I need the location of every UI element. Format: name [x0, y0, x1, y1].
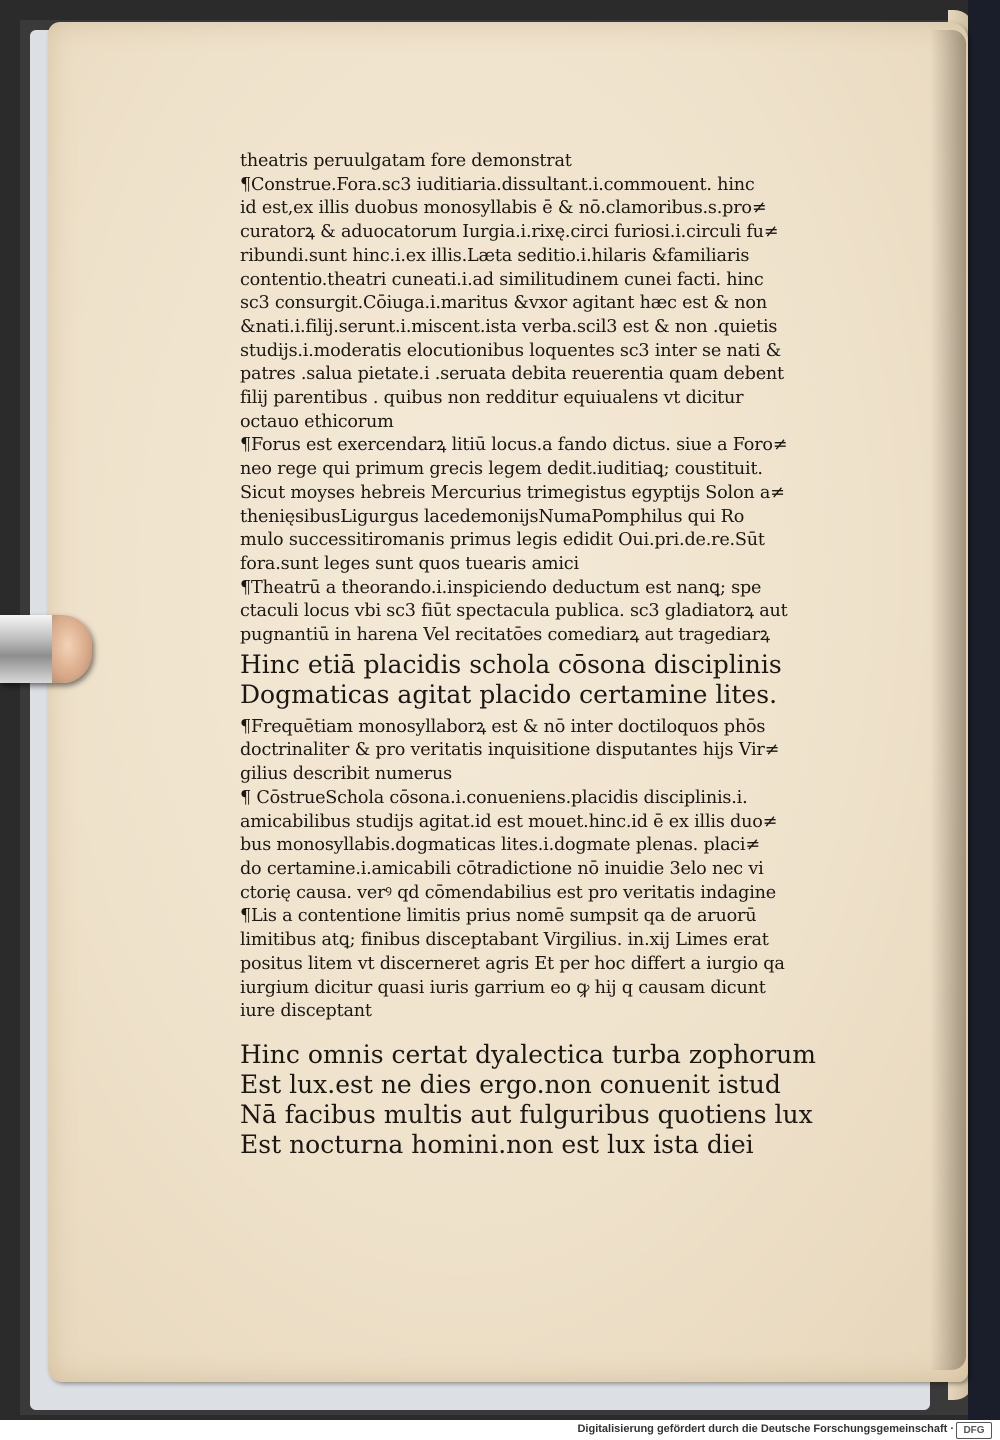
text-line: &nati.i.filij.serunt.i.miscent.ista verba.scil3 est & non .quietis: [240, 316, 778, 337]
text-line: do certamine.i.amicabili cōtradictione nō inuidie 3elo nec vi: [240, 858, 764, 879]
text-line: ctaculi locus vbi sc3 fiūt spectacula publica. sc3 gladiatorꝝ aut: [240, 601, 788, 622]
text-line: bus monosyllabis.dogmaticas lites.i.dogmate plenas. placi≠: [240, 835, 760, 856]
text-line: mulo successitiromanis primus legis edidit Oui.pri.de.re.Sūt: [240, 530, 765, 551]
text-line: ¶Theatrū a theorando.i.inspiciendo deductum est nanꝗ; spe: [240, 577, 762, 598]
commentary-block-1: [240, 150, 850, 648]
text-line: limitibus atꝗ; finibus disceptabant Virgilius. in.xij Limes erat: [240, 930, 769, 951]
verse-line: Hinc omnis certat dyalectica turba zophorum: [240, 1039, 816, 1069]
text-line: pugnantiū in harena Vel recitatōes comediarꝝ aut tragediarꝝ: [240, 625, 770, 646]
commentary-block-2: [240, 716, 850, 1024]
page-text: [240, 150, 850, 1160]
text-line: amicabilibus studijs agitat.id est mouet.hinc.id ē ex illis duo≠: [240, 811, 778, 832]
text-line: thenięsibusLigurgus lacedemonijsNumaPomphilus qui Ro: [240, 506, 745, 527]
text-line: contentio.theatri cuneati.i.ad similitudinem cunei facti. hinc: [240, 269, 764, 290]
text-line: ribundi.sunt hinc.i.ex illis.Læta seditio.i.hilaris &familiaris: [240, 245, 750, 266]
text-line: theatris peruulgatam fore demonstrat: [240, 151, 572, 171]
binding-strip: [968, 0, 1000, 1420]
dfg-logo-icon: DFG: [956, 1422, 992, 1439]
text-line: ¶Construe.Fora.sc3 iuditiaria.dissultant.i.commouent. hinc: [240, 174, 755, 195]
text-line: ¶Forus est exercendarꝝ litiū locus.a fando dictus. siue a Foro≠: [240, 435, 788, 456]
verse-line: Est nocturna homini.non est lux ista diei: [240, 1129, 754, 1159]
text-line: doctrinaliter & pro veritatis inquisitione disputantes hijs Vir≠: [240, 740, 780, 761]
funding-credit: Digitalisierung gefördert durch die Deutsche Forschungsgemeinschaft ·: [577, 1423, 954, 1435]
text-line: curatorꝝ & aduocatorum Iurgia.i.rixę.circi furiosi.i.circuli fu≠: [240, 222, 779, 243]
text-line: id est,ex illis duobus monosyllabis ē & nō.clamoribus.s.pro≠: [240, 198, 767, 219]
footer-bar: [0, 1420, 1000, 1440]
verse-block-1: [240, 650, 850, 710]
text-line: gilius describit numerus: [240, 764, 452, 785]
glass-page-weight: [0, 615, 92, 683]
verse-line: Nā facibus multis aut fulguribus quotiens lux: [240, 1099, 813, 1129]
text-line: neo rege qui primum grecis legem dedit.iuditiaꝗ; coustituit.: [240, 459, 763, 480]
verse-line: Est lux.est ne dies ergo.non conuenit istud: [240, 1069, 781, 1099]
verse-line: Dogmaticas agitat placido certamine lites.: [240, 679, 778, 709]
gutter-shadow: [930, 30, 966, 1370]
text-line: iurgium dicitur quasi iuris garrium eo ꝙ hij q causam dicunt: [240, 977, 766, 998]
text-line: sc3 consurgit.Cōiuga.i.maritus &vxor agitant hæc est & non: [240, 293, 767, 314]
verse-line: Hinc etiā placidis schola cōsona disciplinis: [240, 649, 782, 679]
text-line: patres .salua pietate.i .seruata debita reuerentia quam debent: [240, 364, 784, 385]
text-line: ¶Frequētiam monosyllaborꝝ est & nō inter doctiloquos phōs: [240, 716, 766, 737]
text-line: iure disceptant: [240, 1001, 372, 1022]
text-line: positus litem vt discerneret agris Et per hoc differt a iurgio qa: [240, 953, 785, 974]
text-line: Sicut moyses hebreis Mercurius trimegistus egyptijs Solon a≠: [240, 482, 785, 503]
verse-block-2: [240, 1040, 850, 1160]
text-line: octauo ethicorum: [240, 411, 394, 432]
text-line: filij parentibus . quibus non redditur equiualens vt dicitur: [240, 388, 744, 409]
text-line: studijs.i.moderatis elocutionibus loquentes sc3 inter se nati &: [240, 340, 782, 361]
text-line: fora.sunt leges sunt quos tuearis amici: [240, 553, 579, 574]
text-line: ctorię causa. verꝰ qd cōmendabilius est pro veritatis indagine: [240, 882, 777, 903]
text-line: ¶Lis a contentione limitis prius nomē sumpsit qa de aruorū: [240, 906, 757, 927]
text-line: ¶ CōstrueSchola cōsona.i.conueniens.placidis disciplinis.i.: [240, 787, 748, 808]
